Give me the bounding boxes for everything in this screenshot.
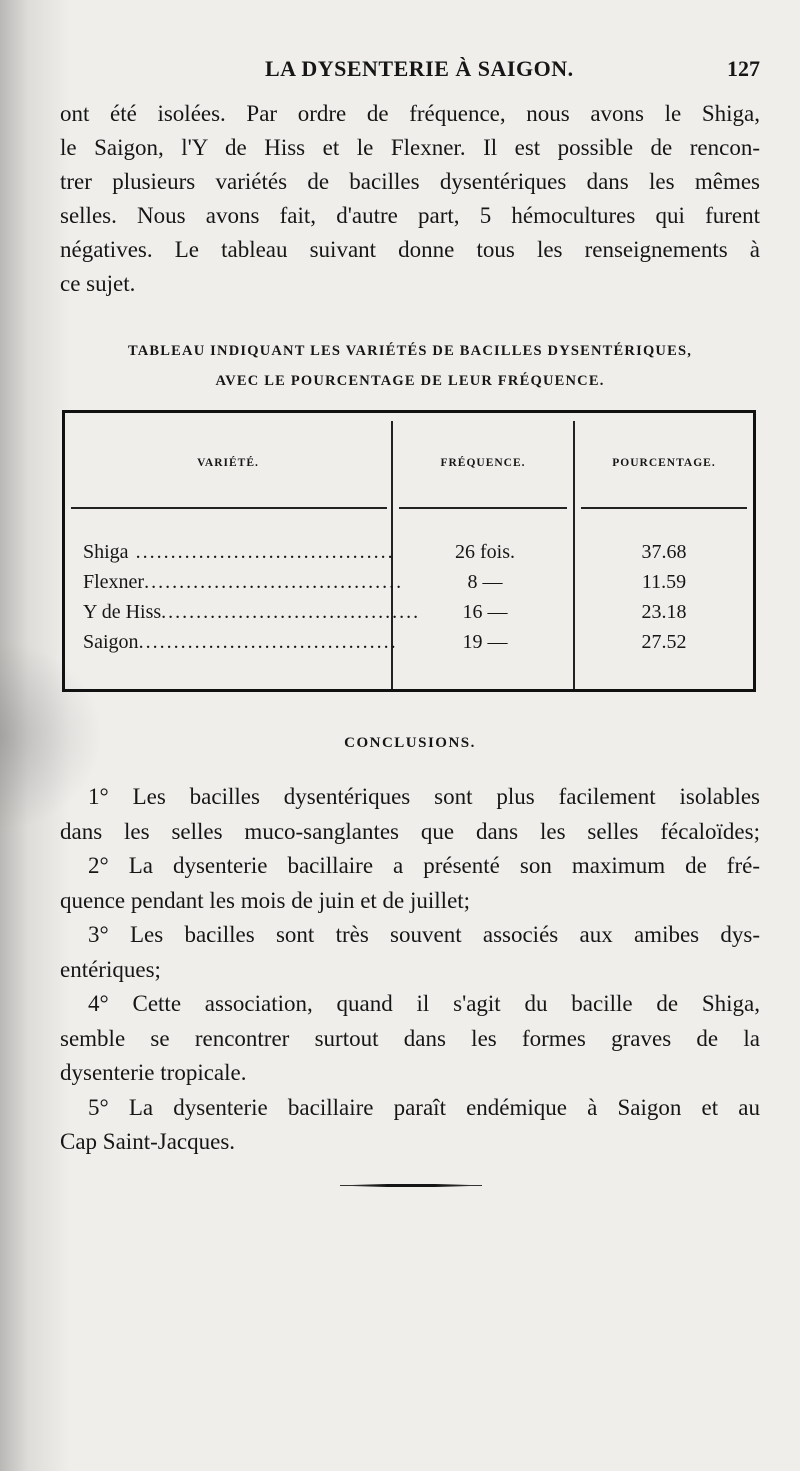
text-line: 5° La dysenterie bacillaire paraît endémique à Saigon et au [88, 1094, 760, 1120]
column-header-pourcentage: POURCENTAGE. [612, 457, 716, 469]
conclusion-item [60, 918, 760, 987]
frequency-table [62, 410, 756, 692]
text-line: 3° Les bacilles sont très souvent associés aux amibes dys- [88, 922, 760, 947]
table-row [65, 631, 753, 659]
variete-cell: Saigon..................................... [83, 631, 398, 653]
intro-paragraph [60, 97, 760, 301]
text-line: trer plusieurs variétés de bacilles dysentériques dans les mêmes [60, 169, 760, 194]
conclusions-title: CONCLUSIONS. [344, 735, 476, 751]
text-line: ce sujet. [60, 271, 136, 296]
table-row [65, 571, 753, 599]
conclusion-item [60, 987, 760, 1091]
conclusion-item [60, 849, 760, 918]
header-rule [581, 507, 747, 509]
text-line: 4° Cette association, quand il s'agit du bacille de Shiga, [88, 991, 760, 1016]
text-line: ont été isolées. Par ordre de fréquence, nous avons le Shiga, [60, 101, 760, 126]
header-rule [399, 507, 567, 509]
running-head [60, 52, 760, 88]
pourcentage-cell: 23.18 [641, 601, 687, 623]
column-header-frequence: FRÉQUENCE. [440, 457, 526, 469]
running-title: LA DYSENTERIE À SAIGON. [265, 56, 574, 81]
text-line: semble se rencontrer surtout dans les formes graves de la [60, 1025, 760, 1051]
table-caption [60, 336, 760, 396]
pourcentage-cell: 11.59 [641, 571, 687, 593]
table-caption-line: AVEC LE POURCENTAGE DE LEUR FRÉQUENCE. [215, 373, 605, 389]
text-line: dysenterie tropicale. [60, 1060, 247, 1085]
conclusion-item [60, 780, 760, 849]
variete-cell: Shiga ..................................... [83, 541, 395, 563]
column-header-variete: VARIÉTÉ. [197, 457, 259, 469]
conclusion-item [60, 1091, 760, 1160]
text-line: selles. Nous avons fait, d'autre part, 5 hémocultures qui furent [60, 203, 760, 228]
text-line: 2° La dysenterie bacillaire a présenté son maximum de fré- [88, 853, 760, 878]
frequence-cell: 8 — [467, 571, 503, 593]
text-line: entériques; [60, 956, 161, 982]
variete-cell: Flexner..................................... [83, 571, 404, 593]
frequence-cell: 19 — [462, 631, 508, 653]
pourcentage-cell: 37.68 [641, 541, 687, 563]
page-number: 127 [727, 56, 760, 81]
frequence-cell: 16 — [462, 601, 508, 623]
variete-cell: Y de Hiss..................................... [83, 601, 421, 623]
text-line: 1° Les bacilles dysentériques sont plus facilement isolables [88, 784, 760, 809]
pourcentage-cell: 27.52 [641, 631, 687, 653]
text-line: négatives. Le tableau suivant donne tous les renseignements à [60, 237, 760, 262]
table-caption-line: TABLEAU INDIQUANT LES VARIÉTÉS DE BACILLES DYSENTÉRIQUES, [127, 343, 693, 359]
header-rule [71, 507, 387, 509]
table-row [65, 541, 753, 569]
end-ornament [352, 1184, 470, 1187]
text-line: Cap Saint-Jacques. [60, 1129, 236, 1154]
text-line: le Saigon, l'Y de Hiss et le Flexner. Il est possible de rencon- [60, 135, 760, 160]
table-row [65, 601, 753, 629]
text-line: dans les selles muco-sanglantes que dans les selles fécaloïdes; [60, 818, 760, 844]
frequence-cell: 26 fois. [455, 541, 515, 563]
conclusions-list [60, 780, 760, 1160]
text-line: quence pendant les mois de juin et de juillet; [60, 887, 471, 913]
